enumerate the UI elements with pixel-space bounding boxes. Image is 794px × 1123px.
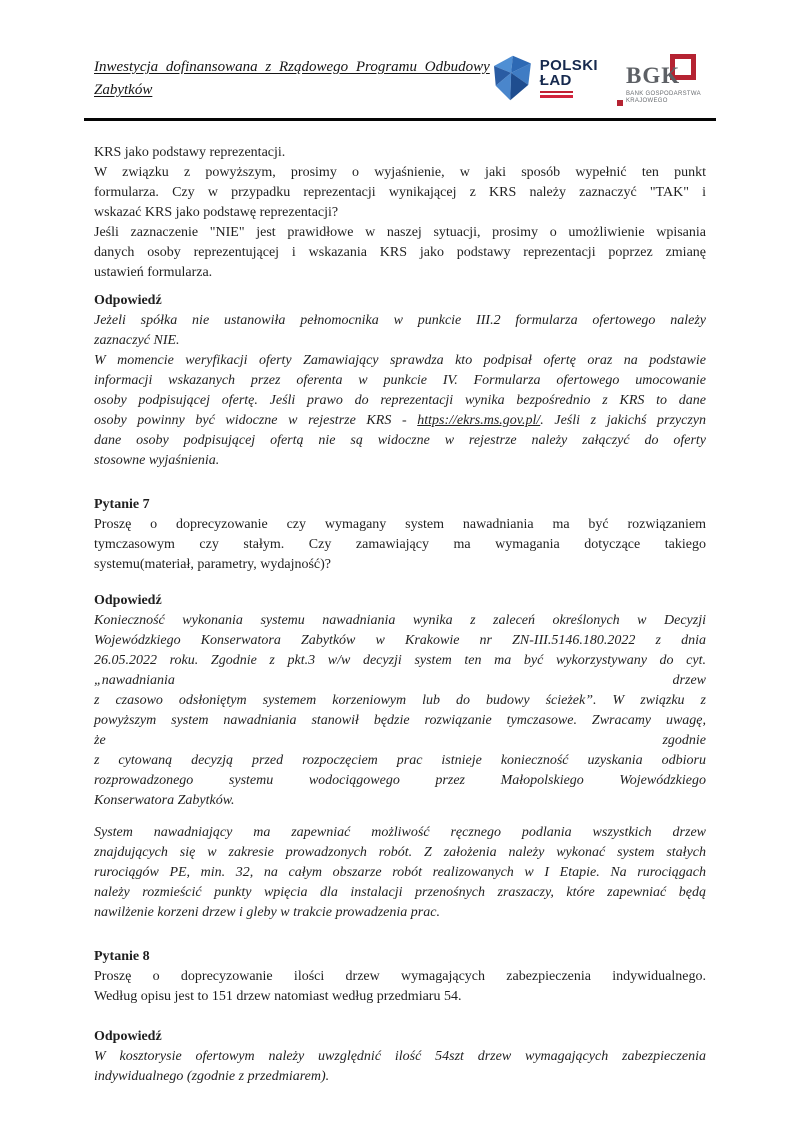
polski-lad-label-line2: ŁAD (539, 72, 572, 89)
carryover-paragraph (94, 143, 706, 163)
header-divider-rule (84, 118, 716, 121)
question8-heading: Pytanie 8 (94, 949, 150, 964)
answer8-heading: Odpowiedź (94, 1029, 162, 1044)
answer7-paragraph-2 (94, 823, 706, 923)
text-line: danych osoby reprezentującej i wskazania KRS jako podstawy reprezentacji poprzez zmianę (94, 245, 706, 260)
text-line: że zgodnie (94, 733, 706, 748)
text-line: 26.05.2022 roku. Zgodnie z pkt.3 w/w decyzji system ten ma być wykorzystywany do cyt. (94, 653, 706, 668)
text-line: dane osoby podpisującej ofertą nie są widoczne w rejestrze należy załączyć do oferty (94, 433, 706, 448)
text-line: tymczasowym czy stałym. Czy zamawiający ma wymagania dotyczące takiego (94, 537, 706, 552)
answer7-paragraph-1 (94, 611, 706, 811)
text-line: W kosztorysie ofertowym należy uwzględnić ilość 54szt drzew wymagających zabezpieczenia (94, 1049, 706, 1064)
bgk-subtitle-line2: KRAJOWEGO (626, 98, 668, 104)
text-line: Jeżeli spółka nie ustanowiła pełnomocnika w punkcie III.2 formularza ofertowego należy (94, 313, 706, 328)
bgk-logo (620, 54, 706, 110)
polski-lad-label-line1: POLSKI (539, 57, 598, 74)
question7-heading: Pytanie 7 (94, 497, 150, 512)
text-line: Konieczność wykonania systemu nawadniania wynika z zaleceń określonych w Decyzji (94, 613, 706, 628)
text-line: nawilżenie korzeni drzew i gleby w trakcie prowadzenia prac. (94, 905, 440, 920)
text-line: zaznaczyć NIE. (94, 333, 180, 348)
text-line: rurociągów PE, min. 32, na całym obszarze robót realizowanych w I Etapie. Na rurociągach (94, 865, 706, 880)
bgk-small-red-square-icon (617, 100, 623, 106)
answer7-heading: Odpowiedź (94, 593, 162, 608)
ekrs-link[interactable]: https://ekrs.ms.gov.pl/ (417, 413, 541, 428)
answer6-paragraph-2 (94, 351, 706, 471)
text-line: formularza. Czy w przypadku reprezentacji wynikającej z KRS należy zaznaczyć "TAK" i (94, 185, 706, 200)
text-segment: . Jeśli z jakichś przyczyn (540, 413, 707, 428)
text-line: W związku z powyższym, prosimy o wyjaśnienie, w jaki sposób wypełnić ten punkt (94, 165, 706, 180)
text-line: systemu(materiał, parametry, wydajność)? (94, 557, 332, 572)
text-line: z czasowo odsłoniętym systemem korzeniowym lub do budowy ścieżek”. W związku z (94, 693, 706, 708)
text-line: Wojewódzkiego Konserwatora Zabytków w Krakowie nr ZN-III.5146.180.2022 z dnia (94, 633, 706, 648)
text-line: należy rozmieścić punkty wpięcia dla instalacji przenośnych zraszaczy, które zapewniać będą (94, 885, 706, 900)
text-line: informacji wskazanych przez oferenta w punkcie IV. Formularza ofertowego umocowanie (94, 373, 706, 388)
text-line: Konserwatora Zabytków. (94, 793, 235, 808)
text-line: Według opisu jest to 151 drzew natomiast według przedmiaru 54. (94, 989, 462, 1004)
text-line (94, 411, 706, 431)
text-line: Proszę o doprecyzowanie ilości drzew wymagających zabezpieczenia indywidualnego. (94, 969, 706, 984)
answer8-paragraph (94, 1047, 706, 1087)
text-line: „nawadniania drzew (94, 673, 706, 688)
text-line: znajdujących się w zakresie prowadzonych robót. Z założenia należy wykonać system stałych (94, 845, 706, 860)
text-line: Proszę o doprecyzowanie czy wymagany system nawadniania ma być rozwiązaniem (94, 517, 706, 532)
bgk-wordmark: BGK (626, 63, 681, 88)
question8-paragraph (94, 967, 706, 1007)
funding-note-line-1: Inwestycja dofinansowana z Rządowego Programu Odbudowy (94, 59, 490, 75)
page-header (94, 56, 706, 114)
text-line: powyższym system nawadniania stanowił będzie rozwiązanie tymczasowe. Zwracamy uwagę, (94, 713, 706, 728)
polski-lad-shield-icon (490, 54, 534, 110)
question6-clarification-paragraph (94, 163, 706, 223)
text-line: wskazać KRS jako podstawę reprezentacji? (94, 205, 339, 220)
bgk-subtitle-line1: BANK GOSPODARSTWA (626, 91, 701, 97)
answer6-paragraph-1 (94, 311, 706, 351)
text-line: Jeśli zaznaczenie "NIE" jest prawidłowe w naszej sytuacji, prosimy o umożliwienie wpisania (94, 225, 706, 240)
question6-request-paragraph (94, 223, 706, 283)
text-line: W momencie weryfikacji oferty Zamawiający sprawdza kto podpisał ofertę oraz na podstawie (94, 353, 706, 368)
text-line: indywidualnego (zgodnie z przedmiarem). (94, 1069, 330, 1084)
funding-note (94, 56, 490, 102)
polski-lad-flag-stripes-icon (540, 91, 573, 98)
question7-paragraph (94, 515, 706, 575)
document-body (94, 143, 706, 1087)
polski-lad-wordmark (540, 54, 598, 110)
text-line: rozprowadzonego systemu wodociągowego przez Małopolskiego Wojewódzkiego (94, 773, 706, 788)
text-line: KRS jako podstawy reprezentacji. (94, 145, 286, 160)
text-line: ustawień formularza. (94, 265, 213, 280)
logo-row (490, 54, 706, 110)
text-line: z cytowaną decyzją przed rozpoczęciem prac istnieje konieczność uzyskania odbioru (94, 753, 706, 768)
text-line: System nawadniający ma zapewniać możliwość ręcznego podlania wszystkich drzew (94, 825, 706, 840)
answer6-heading: Odpowiedź (94, 293, 162, 308)
text-segment: osoby powinny być widoczne w rejestrze KRS - (94, 413, 418, 428)
funding-note-line-2: Zabytków (94, 82, 153, 98)
text-line: stosowne wyjaśnienia. (94, 453, 220, 468)
bgk-subtitle (626, 91, 701, 105)
polski-lad-logo (490, 54, 598, 110)
text-line: osoby podpisującej ofertę. Jeśli prawo do reprezentacji wynika bezpośrednio z KRS to dane (94, 393, 706, 408)
